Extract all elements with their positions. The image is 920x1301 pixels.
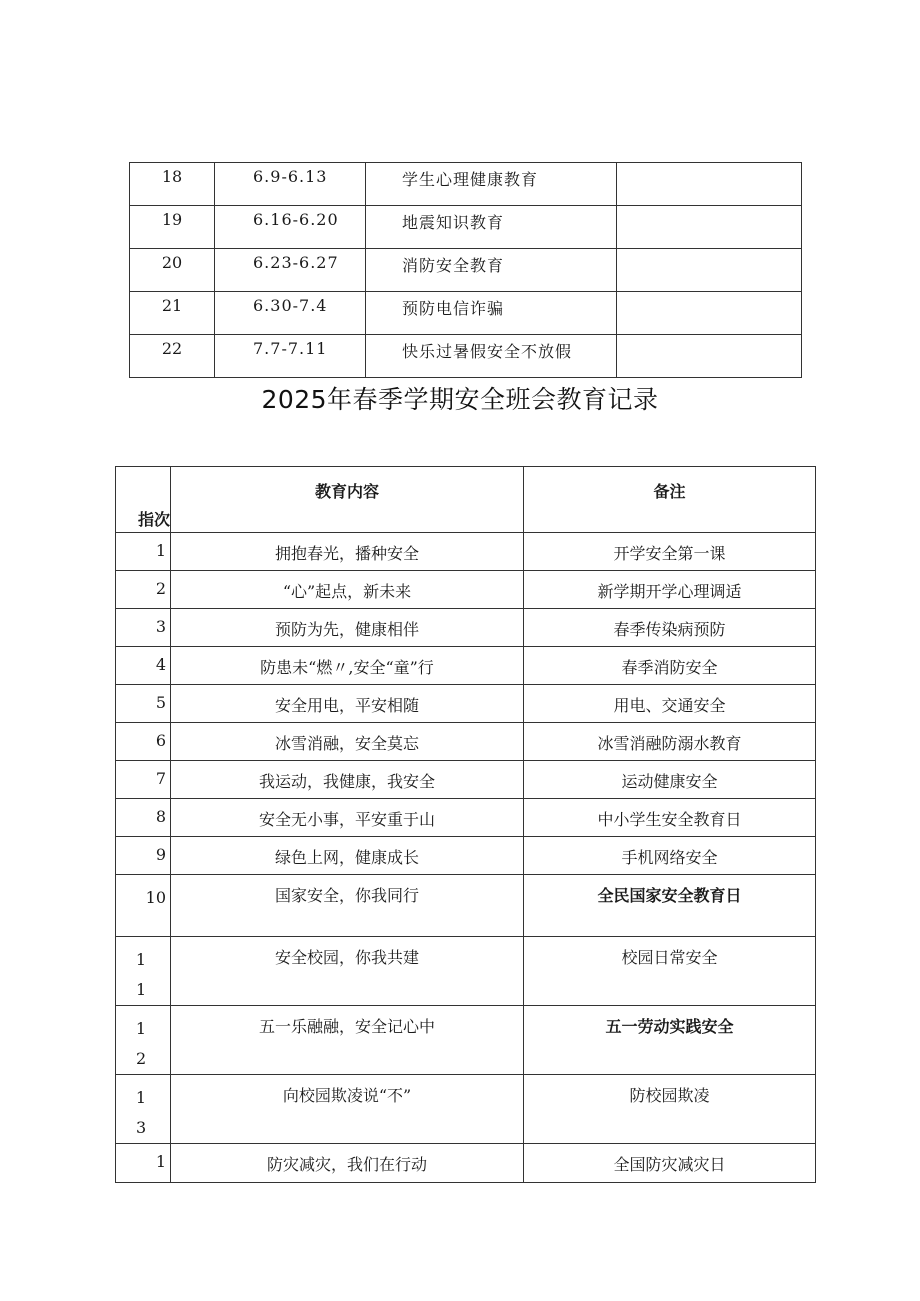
note-cell: 全民国家安全教育日	[524, 875, 816, 937]
content-cell: 五一乐融融，安全记心中	[171, 1006, 524, 1075]
content-cell: 国家安全，你我同行	[171, 875, 524, 937]
note-cell: 校园日常安全	[524, 937, 816, 1006]
weekly-schedule-table	[129, 162, 802, 378]
note-cell	[617, 163, 802, 206]
note-cell: 全国防灾减灾日	[524, 1144, 816, 1183]
header-content: 教育内容	[171, 467, 524, 533]
num-line-2: 2	[136, 1049, 147, 1068]
num-line-2: 3	[136, 1118, 147, 1137]
content-cell: “心”起点，新未来	[171, 571, 524, 609]
topic-cell: 快乐过暑假安全不放假	[366, 335, 617, 378]
table-row	[116, 609, 816, 647]
note-cell: 防校园欺凌	[524, 1075, 816, 1144]
table-row	[130, 206, 802, 249]
topic-cell: 消防安全教育	[366, 249, 617, 292]
table-row	[116, 761, 816, 799]
num-cell: 1	[116, 1144, 171, 1183]
content-cell: 向校园欺凌说“不”	[171, 1075, 524, 1144]
date-cell: 6.16-6.20	[215, 206, 366, 249]
num-cell	[116, 1075, 171, 1144]
content-cell: 绿色上网，健康成长	[171, 837, 524, 875]
date-cell: 7.7-7.11	[215, 335, 366, 378]
num-cell	[116, 937, 171, 1006]
content-cell: 安全无小事，平安重于山	[171, 799, 524, 837]
content-cell: 安全校园，你我共建	[171, 937, 524, 1006]
num-cell: 5	[116, 685, 171, 723]
content-cell: 冰雪消融，安全莫忘	[171, 723, 524, 761]
date-cell: 6.30-7.4	[215, 292, 366, 335]
table-row	[116, 647, 816, 685]
num-cell: 1	[116, 533, 171, 571]
note-cell	[617, 292, 802, 335]
note-cell	[617, 206, 802, 249]
week-cell: 18	[130, 163, 215, 206]
table-row	[130, 249, 802, 292]
content-cell: 拥抱春光，播种安全	[171, 533, 524, 571]
table-row	[116, 1006, 816, 1075]
note-cell: 春季消防安全	[524, 647, 816, 685]
content-cell: 防灾减灾，我们在行动	[171, 1144, 524, 1183]
num-line-1: 1	[135, 950, 147, 969]
table-row	[116, 875, 816, 937]
table-row	[116, 1075, 816, 1144]
date-cell: 6.23-6.27	[215, 249, 366, 292]
note-cell: 开学安全第一课	[524, 533, 816, 571]
table-row	[116, 723, 816, 761]
education-record-table	[115, 466, 816, 1183]
table-header-row	[116, 467, 816, 533]
num-cell: 7	[116, 761, 171, 799]
week-cell: 22	[130, 335, 215, 378]
topic-cell: 地震知识教育	[366, 206, 617, 249]
num-cell: 3	[116, 609, 171, 647]
note-cell: 五一劳动实践安全	[524, 1006, 816, 1075]
num-line-1: 1	[135, 1019, 147, 1038]
num-line-1: 1	[135, 1088, 147, 1107]
note-cell	[617, 249, 802, 292]
content-cell: 安全用电，平安相随	[171, 685, 524, 723]
note-cell: 新学期开学心理调适	[524, 571, 816, 609]
note-cell: 春季传染病预防	[524, 609, 816, 647]
content-cell: 预防为先，健康相伴	[171, 609, 524, 647]
num-cell: 8	[116, 799, 171, 837]
num-line-2: 1	[136, 980, 147, 999]
week-cell: 21	[130, 292, 215, 335]
num-cell	[116, 1006, 171, 1075]
topic-cell: 预防电信诈骗	[366, 292, 617, 335]
table-row	[116, 799, 816, 837]
table-row	[130, 292, 802, 335]
table-row	[116, 533, 816, 571]
table-row	[116, 937, 816, 1006]
date-cell: 6.9-6.13	[215, 163, 366, 206]
table-row	[116, 685, 816, 723]
table-row	[116, 1144, 816, 1183]
table-row	[130, 335, 802, 378]
topic-cell: 学生心理健康教育	[366, 163, 617, 206]
num-cell: 9	[116, 837, 171, 875]
table-row	[116, 571, 816, 609]
note-cell: 冰雪消融防溺水教育	[524, 723, 816, 761]
note-cell: 手机网络安全	[524, 837, 816, 875]
header-num: 指次	[116, 467, 171, 533]
table-row	[116, 837, 816, 875]
note-cell: 运动健康安全	[524, 761, 816, 799]
note-cell: 用电、交通安全	[524, 685, 816, 723]
num-cell: 2	[116, 571, 171, 609]
header-note: 备注	[524, 467, 816, 533]
num-cell: 6	[116, 723, 171, 761]
page-title: 2025年春季学期安全班会教育记录	[261, 385, 659, 414]
note-cell	[617, 335, 802, 378]
week-cell: 19	[130, 206, 215, 249]
num-cell: 4	[116, 647, 171, 685]
content-cell: 防患未“燃〃,安全“童”行	[171, 647, 524, 685]
week-cell: 20	[130, 249, 215, 292]
content-cell: 我运动，我健康，我安全	[171, 761, 524, 799]
note-cell: 中小学生安全教育日	[524, 799, 816, 837]
num-cell: 10	[116, 875, 171, 937]
table-row	[130, 163, 802, 206]
